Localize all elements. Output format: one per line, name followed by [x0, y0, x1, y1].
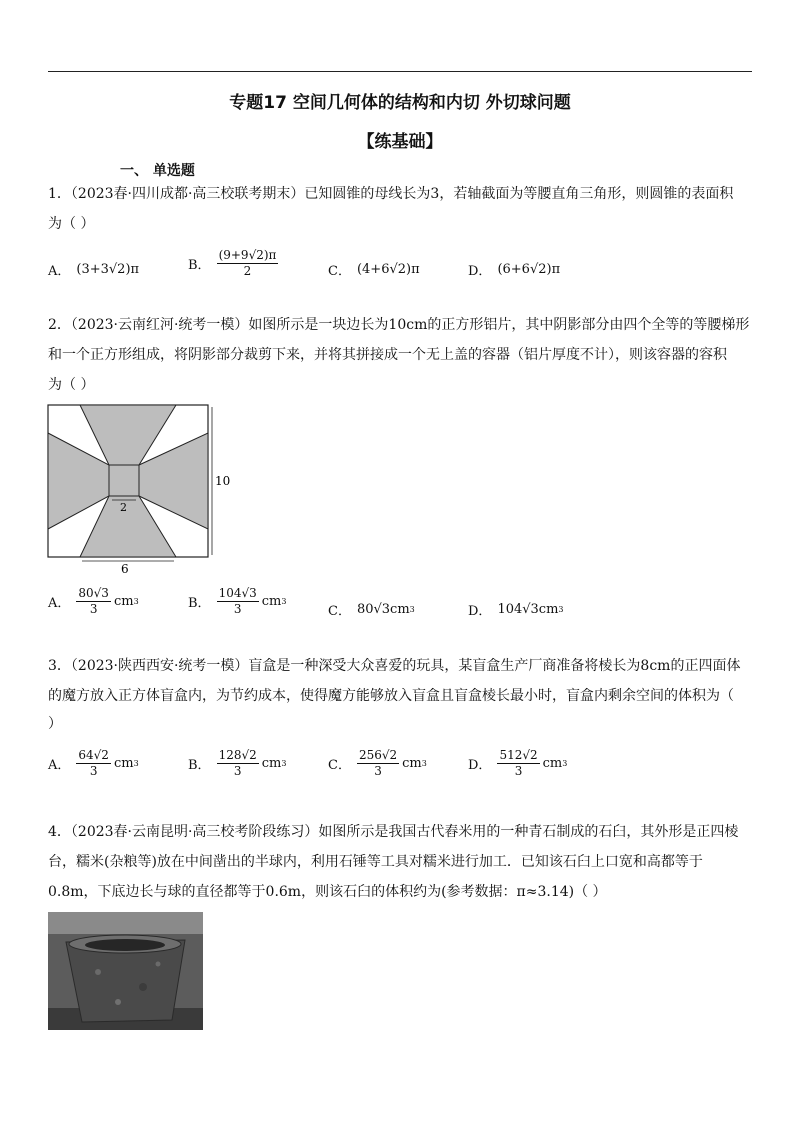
question-2-line-2: 和一个正方形组成，将阴影部分裁剪下来，并将其拼接成一个无上盖的容器（铝片厚度不计），则该容器的容积 — [48, 347, 727, 363]
q3-option-d[interactable]: D． $\frac{512√2}{3}$ cm 3 — [468, 748, 568, 778]
question-1-line-1: 1．（2023春·四川成都·高三校联考期末）已知圆锥的母线长为3，若轴截面为等腰直角三角形，则圆锥的表面积 — [48, 186, 734, 202]
question-2-line-1: 2．（2023·云南红河·统考一模）如图所示是一块边长为10cm的正方形铝片，其中阴影部分由四个全等的等腰梯形 — [48, 317, 750, 333]
q1-option-b[interactable]: B． $\frac{(9+9√2)\pi}{2}$ — [188, 248, 277, 278]
question-4-line-2: 台，糯米(杂粮等)放在中间凿出的半球内，利用石锤等工具对糯米进行加工．已知该石臼上口宽和高都等于 — [48, 854, 703, 870]
square-sheet-figure — [46, 403, 231, 576]
question-3-line-3: ） — [48, 716, 62, 732]
header-rule — [48, 71, 752, 72]
q1-option-d[interactable]: D． (6+6√2)π — [468, 262, 561, 279]
q3-option-b[interactable]: B． $\frac{128√2}{3}$ cm 3 — [188, 748, 287, 778]
question-2-line-3: 为（ ） — [48, 377, 95, 393]
q1-option-a[interactable]: A． (3+3√2)π — [48, 262, 140, 279]
q1-option-d-text: (6+6√2)π — [497, 262, 561, 277]
question-4-line-1: 4．（2023春·云南昆明·高三校考阶段练习）如图所示是我国古代舂米用的一种青石制成的石臼，其外形是正四棱 — [48, 824, 739, 840]
q2-option-d[interactable]: D． 104√3cm 3 — [468, 602, 564, 619]
question-3-line-2: 的魔方放入正方体盲盒内，为节约成本，使得魔方能够放入盲盒且盲盒棱长最小时，盲盒内剩余空间的体积为（ — [48, 688, 734, 704]
question-3-line-1: 3．（2023·陕西西安·统考一模）盲盒是一种深受大众喜爱的玩具，某盲盒生产厂商准备将棱长为8cm的正四面体 — [48, 658, 741, 674]
stone-mortar-photo — [48, 912, 203, 1030]
inner-length-label: 2 — [120, 501, 127, 514]
side-length-label: 10 — [215, 474, 231, 488]
q2-option-b[interactable]: B． $\frac{104√3}{3}$ cm 3 — [188, 586, 287, 616]
page-subtitle: 【练基础】 — [357, 132, 443, 152]
question-4-line-3: 0.8m，下底边长与球的直径都等于0.6m，则该石臼的体积约为(参考数据：π≈3.14)（ ） — [48, 884, 607, 900]
page-title: 专题17 空间几何体的结构和内切 外切球问题 — [229, 93, 571, 113]
q2-option-a[interactable]: A． $\frac{80√3}{3}$ cm 3 — [48, 586, 139, 616]
q1-option-c[interactable]: C． (4+6√2)π — [328, 262, 420, 279]
bottom-length-label: 6 — [121, 562, 129, 576]
q3-option-a[interactable]: A． $\frac{64√2}{3}$ cm 3 — [48, 748, 139, 778]
section-heading: 一、 单选题 — [120, 163, 195, 179]
q2-option-c[interactable]: C． 80√3cm 3 — [328, 602, 415, 619]
center-square — [109, 465, 139, 496]
q3-option-c[interactable]: C． $\frac{256√2}{3}$ cm 3 — [328, 748, 427, 778]
question-1-line-2: 为（ ） — [48, 216, 95, 232]
q1-option-c-text: (4+6√2)π — [356, 262, 420, 277]
q1-option-b-fraction: $\frac{(9+9√2)\pi}{2}$ — [218, 248, 277, 278]
q1-option-a-text: (3+3√2)π — [76, 262, 140, 277]
